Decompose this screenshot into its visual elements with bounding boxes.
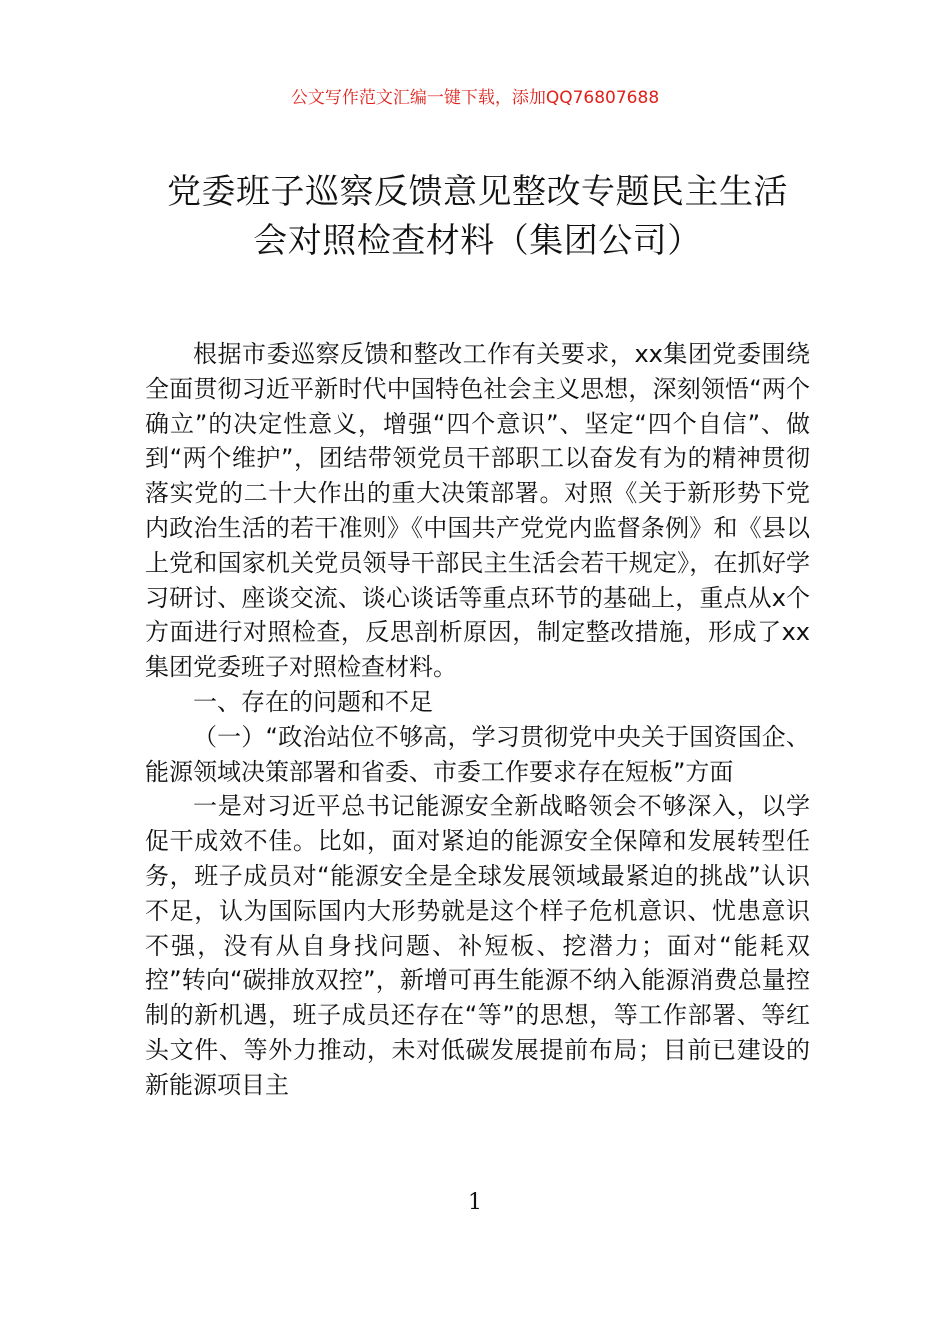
document-title-line-2: 会对照检查材料（集团公司） <box>253 221 702 261</box>
section-heading-problems: 一、存在的问题和不足 <box>193 687 433 716</box>
document-title-line-1: 党委班子巡察反馈意见整改专题民主生活 <box>167 172 788 212</box>
watermark-banner: 公文写作范文汇编一键下载，添加QQ76807688 <box>290 88 660 108</box>
paragraph-intro: 根据市委巡察反馈和整改工作有关要求，xx集团党委围绕全面贯彻习近平新时代中国特色社会主义思想，深刻领悟“两个确立”的决定性意义，增强“四个意识”、坚定“四个自信”、做到“两个维护”，团结带领党员干部职工以奋发有为的精神贯彻落实党的二十大作出的重大决策部署。对照《关于新形势下党内政治生活的若干准则》《中国共产党党内监督条例》和《县以上党和国家机关党员领导干部民主生活会若干规定》，在抓好学习研讨、座谈交流、谈心谈话等重点环节的基础上，重点从x个方面进行对照检查，反思剖析原因，制定整改措施，形成了xx集团党委班子对照检查材料。 <box>145 340 810 682</box>
document-body <box>145 337 810 1103</box>
page-number: 1 <box>468 1190 482 1215</box>
subsection-heading-1: （一）“政治站位不够高，学习贯彻党中央关于国资国企、能源领域决策部署和省委、市委工作要求存在短板”方面 <box>145 722 810 786</box>
paragraph-point-1: 一是对习近平总书记能源安全新战略领会不够深入，以学促干成效不佳。比如，面对紧迫的能源安全保障和发展转型任务，班子成员对“能源安全是全球发展领域最紧迫的挑战”认识不足，认为国际国内大形势就是这个样子危机意识、忧患意识不强，没有从自身找问题、补短板、挖潜力；面对“能耗双控”转向“碳排放双控”，新增可再生能源不纳入能源消费总量控制的新机遇，班子成员还存在“等”的思想，等工作部署、等红头文件、等外力推动，未对低碳发展提前布局；目前已建设的新能源项目主 <box>145 792 810 1099</box>
